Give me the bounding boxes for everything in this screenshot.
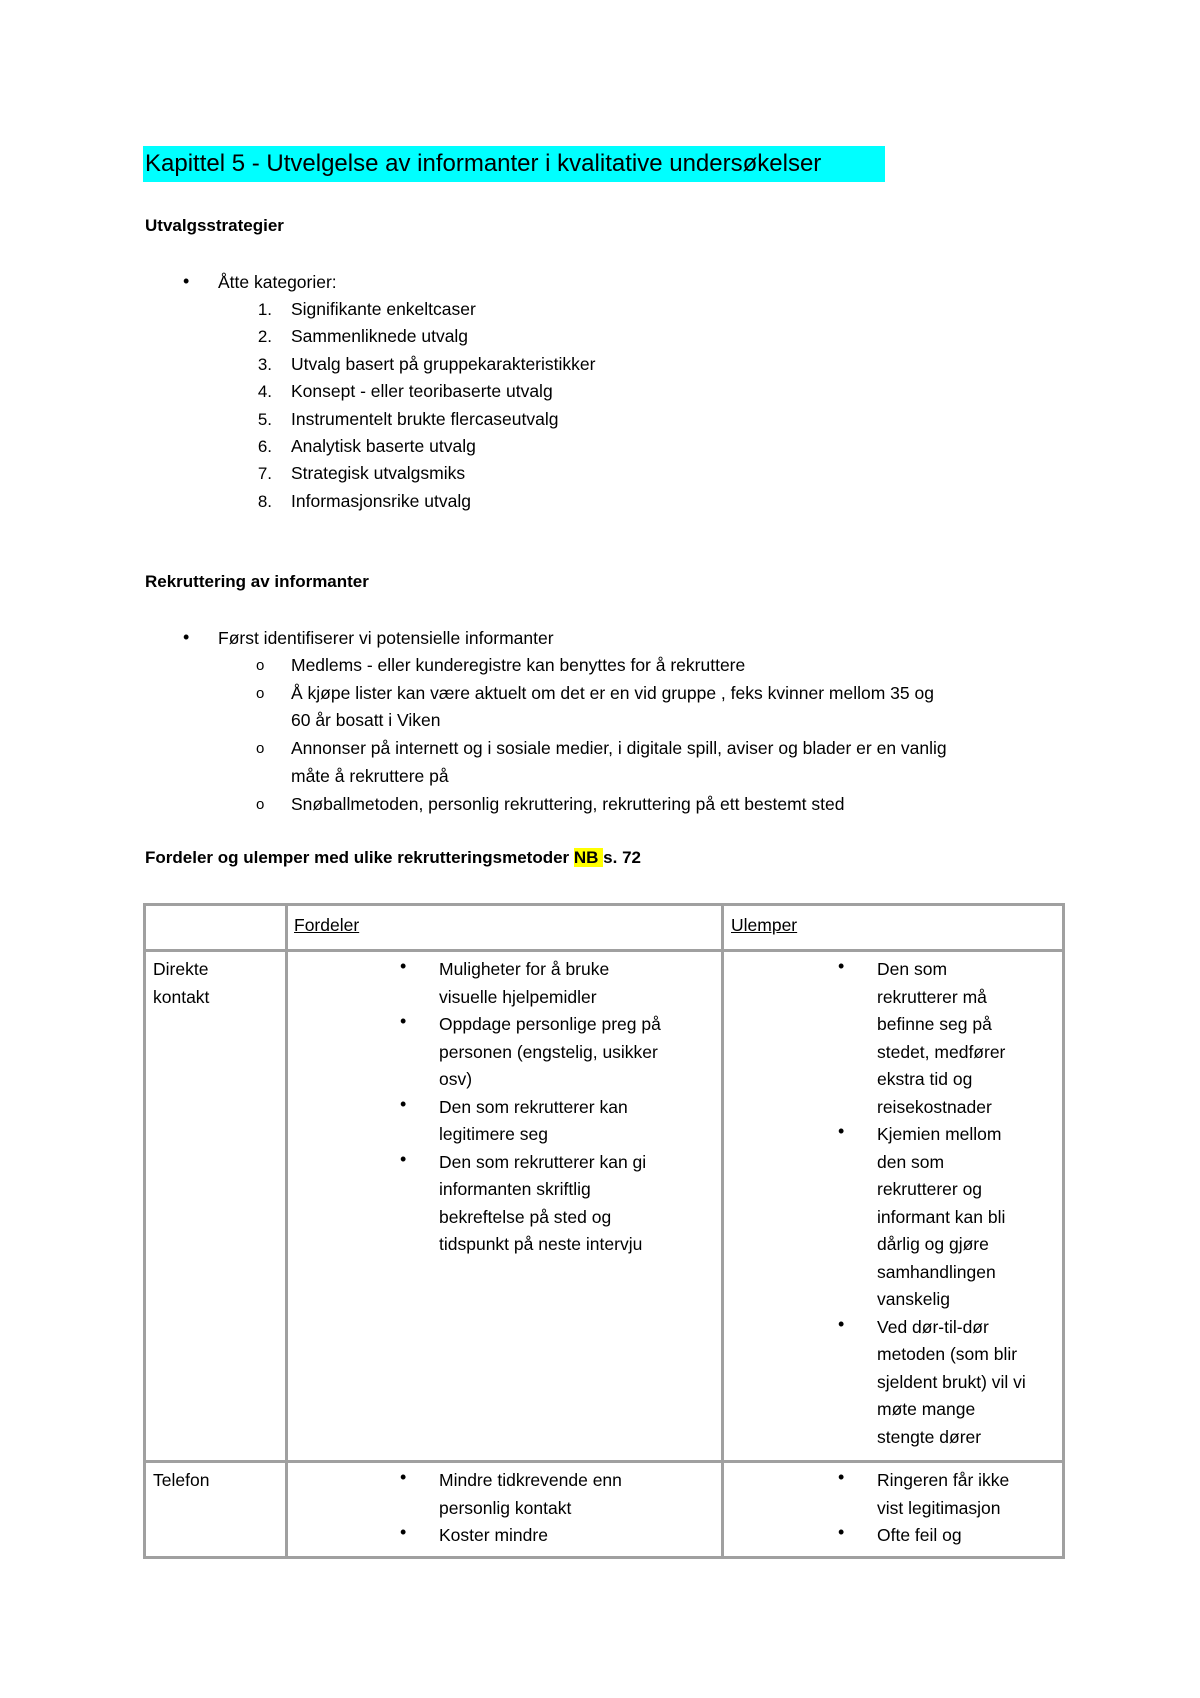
table-cell-text: rekrutterer må [877, 986, 987, 1007]
list-number: 8. [257, 491, 272, 511]
table-cell-text: Ofte feil og [877, 1525, 962, 1545]
table-cell-text: sjeldent brukt) vil vi [877, 1371, 1026, 1392]
bullet-icon: • [400, 1093, 407, 1114]
table-cell-text: reisekostnader [877, 1096, 992, 1117]
row-label: kontakt [153, 986, 210, 1007]
heading-page-ref: s. 72 [603, 848, 641, 867]
bullet-icon: • [838, 956, 845, 976]
table-cell-text: Ringeren får ikke [877, 1470, 1010, 1490]
bullet-icon: • [400, 1522, 407, 1542]
table-cell-text: stedet, medfører [877, 1041, 1006, 1062]
list-item: Å kjøpe lister kan være aktuelt om det er en vid gruppe , feks kvinner mellom 35 og [291, 682, 934, 703]
list-item: Strategisk utvalgsmiks [291, 463, 466, 484]
bullet-icon: • [838, 1313, 845, 1334]
bullet-icon: • [400, 1011, 407, 1031]
table-cell-text: legitimere seg [439, 1124, 548, 1144]
bullet-icon: • [838, 1121, 845, 1141]
table-cell-text: osv) [439, 1069, 473, 1089]
highlight-nb: NB [573, 848, 604, 867]
row-label: Direkte [153, 959, 209, 979]
table-cell-text: vist legitimasjon [877, 1497, 1001, 1518]
bullet-icon: • [838, 1467, 845, 1487]
table-cell-text: samhandlingen [877, 1261, 996, 1282]
table-divider [146, 949, 1062, 952]
bullet-icon: • [400, 956, 407, 976]
list-item: Instrumentelt brukte flercaseutvalg [291, 408, 559, 429]
table-cell-text: metoden (som blir [877, 1344, 1018, 1364]
table-cell-text: Muligheter for å bruke [439, 959, 610, 979]
table-cell-text: Koster mindre [439, 1525, 548, 1545]
list-item: Sammenliknede utvalg [291, 326, 469, 347]
list-number: 2. [257, 327, 272, 347]
table-cell-text: møte mange [877, 1399, 976, 1419]
bullet-text: Først identifiserer vi potensielle informanter [218, 628, 554, 648]
table-cell-text: Oppdage personlige preg på [439, 1014, 661, 1034]
list-item: Konsept - eller teoribaserte utvalg [291, 381, 553, 402]
circle-bullet-icon: o [256, 795, 265, 813]
list-item: Signifikante enkeltcaser [291, 299, 476, 319]
list-number: 5. [257, 409, 272, 429]
table-cell-text: befinne seg på [877, 1014, 992, 1034]
table-divider [721, 906, 724, 1556]
table-cell-text: den som [877, 1151, 945, 1172]
table-cell-text: dårlig og gjøre [877, 1234, 989, 1254]
bullet-icon: • [400, 1148, 407, 1169]
column-header-ulemper: Ulemper [731, 915, 798, 935]
table-divider [285, 906, 288, 1556]
table-divider [146, 1460, 1062, 1463]
table-cell-text: informanten skriftlig [439, 1179, 591, 1199]
list-item: Informasjonsrike utvalg [291, 490, 471, 511]
list-item: 60 år bosatt i Viken [291, 710, 441, 731]
table-cell-text: vanskelig [877, 1289, 950, 1309]
circle-bullet-icon: o [256, 684, 265, 702]
list-number: 6. [257, 437, 272, 456]
list-number: 3. [257, 354, 272, 374]
table-cell-text: Den som rekrutterer kan gi [439, 1151, 647, 1172]
table-cell-text: Kjemien mellom [877, 1124, 1002, 1144]
comparison-table [143, 903, 1065, 1559]
section-heading-rekruttering: Rekruttering av informanter [145, 572, 369, 591]
table-cell-text: Ved dør-til-dør [877, 1316, 989, 1337]
bullet-icon: • [183, 627, 190, 647]
section-heading-utvalgsstrategier: Utvalgsstrategier [145, 216, 284, 235]
bullet-text: Åtte kategorier: [218, 272, 337, 292]
circle-bullet-icon: o [256, 740, 265, 758]
bullet-icon: • [838, 1522, 845, 1542]
list-number: 1. [257, 300, 272, 319]
table-cell-text: visuelle hjelpemidler [439, 986, 597, 1007]
table-cell-text: personen (engstelig, usikker [439, 1041, 658, 1062]
list-item: Snøballmetoden, personlig rekruttering, rekruttering på ett bestemt sted [291, 793, 845, 814]
list-item: Utvalg basert på gruppekarakteristikker [291, 353, 596, 374]
heading-text: Fordeler og ulemper med ulike rekrutteringsmetoder [145, 848, 574, 867]
column-header-fordeler: Fordeler [294, 915, 360, 935]
table-cell-text: tidspunkt på neste intervju [439, 1234, 643, 1254]
list-item: Analytisk baserte utvalg [291, 436, 476, 456]
table-cell-text: stengte dører [877, 1426, 982, 1447]
page-title: Kapittel 5 - Utvelgelse av informanter i kvalitative undersøkelser [143, 146, 885, 182]
table-cell-text: Den som rekrutterer kan [439, 1096, 628, 1117]
list-item: måte å rekruttere på [291, 765, 449, 786]
bullet-icon: • [400, 1467, 407, 1487]
table-cell-text: ekstra tid og [877, 1069, 973, 1089]
table-cell-text: rekrutterer og [877, 1179, 983, 1199]
bullet-icon: • [183, 271, 190, 291]
list-item: Medlems - eller kunderegistre kan benyttes for å rekruttere [291, 655, 746, 675]
list-number: 7. [257, 464, 272, 484]
list-item: Annonser på internett og i sosiale medier, i digitale spill, aviser og blader er en vanlig [291, 738, 947, 759]
table-cell-text: Den som [877, 959, 948, 979]
table-cell-text: personlig kontakt [439, 1497, 572, 1518]
section-heading-fordeler-ulemper [145, 848, 641, 868]
table-cell-text: informant kan bli [877, 1206, 1006, 1227]
list-number: 4. [257, 382, 272, 402]
table-cell-text: bekreftelse på sted og [439, 1206, 612, 1227]
circle-bullet-icon: o [256, 657, 265, 674]
row-label: Telefon [153, 1470, 210, 1490]
table-cell-text: Mindre tidkrevende enn [439, 1470, 622, 1490]
